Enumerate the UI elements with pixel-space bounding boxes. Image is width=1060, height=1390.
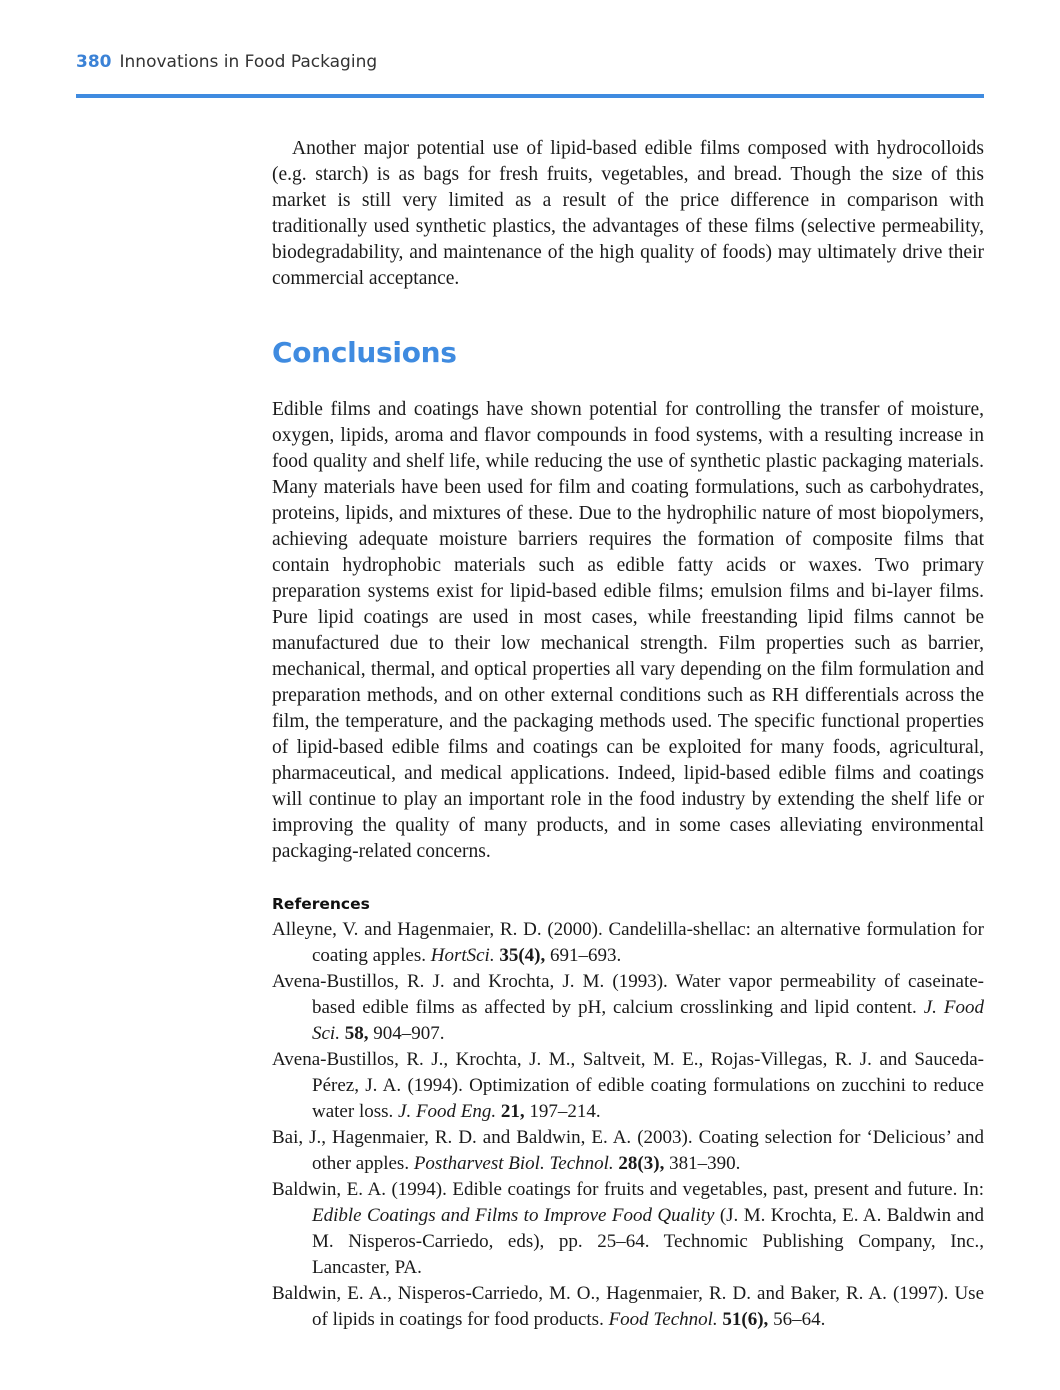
reference-pages: 691–693.	[545, 945, 622, 966]
reference-pages: 56–64.	[768, 1309, 826, 1330]
header-rule	[76, 94, 984, 98]
reference-journal: Postharvest Biol. Technol.	[413, 1153, 614, 1174]
reference-journal: HortSci.	[430, 945, 495, 966]
reference-journal: J. Food Sci.	[312, 997, 984, 1044]
reference-item	[272, 1125, 984, 1177]
references-heading: References	[272, 895, 370, 913]
reference-item	[272, 969, 984, 1047]
section-heading-conclusions: Conclusions	[272, 336, 457, 369]
reference-item	[272, 1281, 984, 1333]
reference-pages: 197–214.	[524, 1101, 601, 1122]
reference-volume: 35(4),	[494, 945, 546, 966]
reference-journal: Food Technol.	[608, 1309, 718, 1330]
page-number: 380	[76, 52, 112, 72]
running-title: Innovations in Food Packaging	[119, 52, 378, 72]
main-content	[272, 136, 984, 1333]
reference-list	[272, 917, 984, 1333]
reference-text: Baldwin, E. A., Nisperos-Carriedo, M. O., Hagenmaier, R. D. and Baker, R. A. (1997). Use of lipids in coatings for food products.	[272, 1283, 984, 1330]
reference-journal: J. Food Eng.	[398, 1101, 497, 1122]
reference-pages: (J. M. Krochta, E. A. Baldwin and M. Nisperos-Carriedo, eds), pp. 25–64. Technomic Publishing Company, Inc., Lancaster, PA.	[312, 1205, 985, 1278]
reference-volume: 21,	[496, 1101, 525, 1122]
reference-item	[272, 1047, 984, 1125]
conclusions-paragraph: Edible films and coatings have shown potential for controlling the transfer of moisture, oxygen, lipids, aroma and flavor compounds in food systems, with a resulting increase in food quality and shelf life, while reducing the use of synthetic plastic packaging materials. Many materials have been used for film and coating formulations, such as carbohydrates, proteins, lipids, and mixtures of these. Due to the hydrophilic nature of most biopolymers, achieving adequate moisture barriers requires the formation of composite films that contain hydrophobic materials such as edible fatty acids or waxes. Two primary preparation systems exist for lipid-based edible films; emulsion films and bi-layer films. Pure lipid coatings are used in most cases, while freestanding lipid films cannot be manufactured due to their low mechanical strength. Film properties such as barrier, mechanical, thermal, and optical properties all vary depending on the film formulation and preparation methods, and on other external conditions such as RH differentials across the film, the temperature, and the packaging methods used. The specific functional properties of lipid-based edible films and coatings can be exploited for many foods, agricultural, pharmaceutical, and medical applications. Indeed, lipid-based edible films and coatings will continue to play an important role in the food industry by extending the shelf life or improving the quality of many products, and in some cases alleviating environmental packaging-related concerns.	[272, 399, 984, 862]
reference-volume: 58,	[339, 1023, 369, 1044]
reference-item	[272, 917, 984, 969]
reference-text: Avena-Bustillos, R. J. and Krochta, J. M. (1993). Water vapor permeability of caseinate-based edible films as affected by pH, calcium crosslinking and lipid content.	[272, 971, 984, 1018]
reference-pages: 904–907.	[368, 1023, 445, 1044]
reference-text: Avena-Bustillos, R. J., Krochta, J. M., Saltveit, M. E., Rojas-Villegas, R. J. and Sauceda-Pérez, J. A. (1994). Optimization of edible coating formulations on zucchini to reduce water loss.	[272, 1049, 984, 1122]
reference-item	[272, 1177, 984, 1281]
reference-volume: 51(6),	[717, 1309, 769, 1330]
intro-paragraph: Another major potential use of lipid-based edible films composed with hydrocolloids (e.g. starch) is as bags for fresh fruits, vegetables, and bread. Though the size of this market is still very limited as a result of the price difference in comparison with traditionally used synthetic plastics, the advantages of these films (selective permeability, biodegradability, and maintenance of the high quality of foods) may ultimately drive their commercial acceptance.	[272, 138, 984, 289]
reference-journal: Edible Coatings and Films to Improve Food Quality	[312, 1205, 715, 1226]
reference-pages: 381–390.	[664, 1153, 741, 1174]
reference-text: Alleyne, V. and Hagenmaier, R. D. (2000). Candelilla-shellac: an alternative formulation for coating apples.	[272, 919, 984, 966]
reference-text: Bai, J., Hagenmaier, R. D. and Baldwin, E. A. (2003). Coating selection for ‘Delicious’ and other apples.	[272, 1127, 984, 1174]
reference-text: Baldwin, E. A. (1994). Edible coatings for fruits and vegetables, past, present and future. In:	[272, 1179, 984, 1200]
reference-volume: 28(3),	[613, 1153, 665, 1174]
running-header	[76, 52, 984, 72]
